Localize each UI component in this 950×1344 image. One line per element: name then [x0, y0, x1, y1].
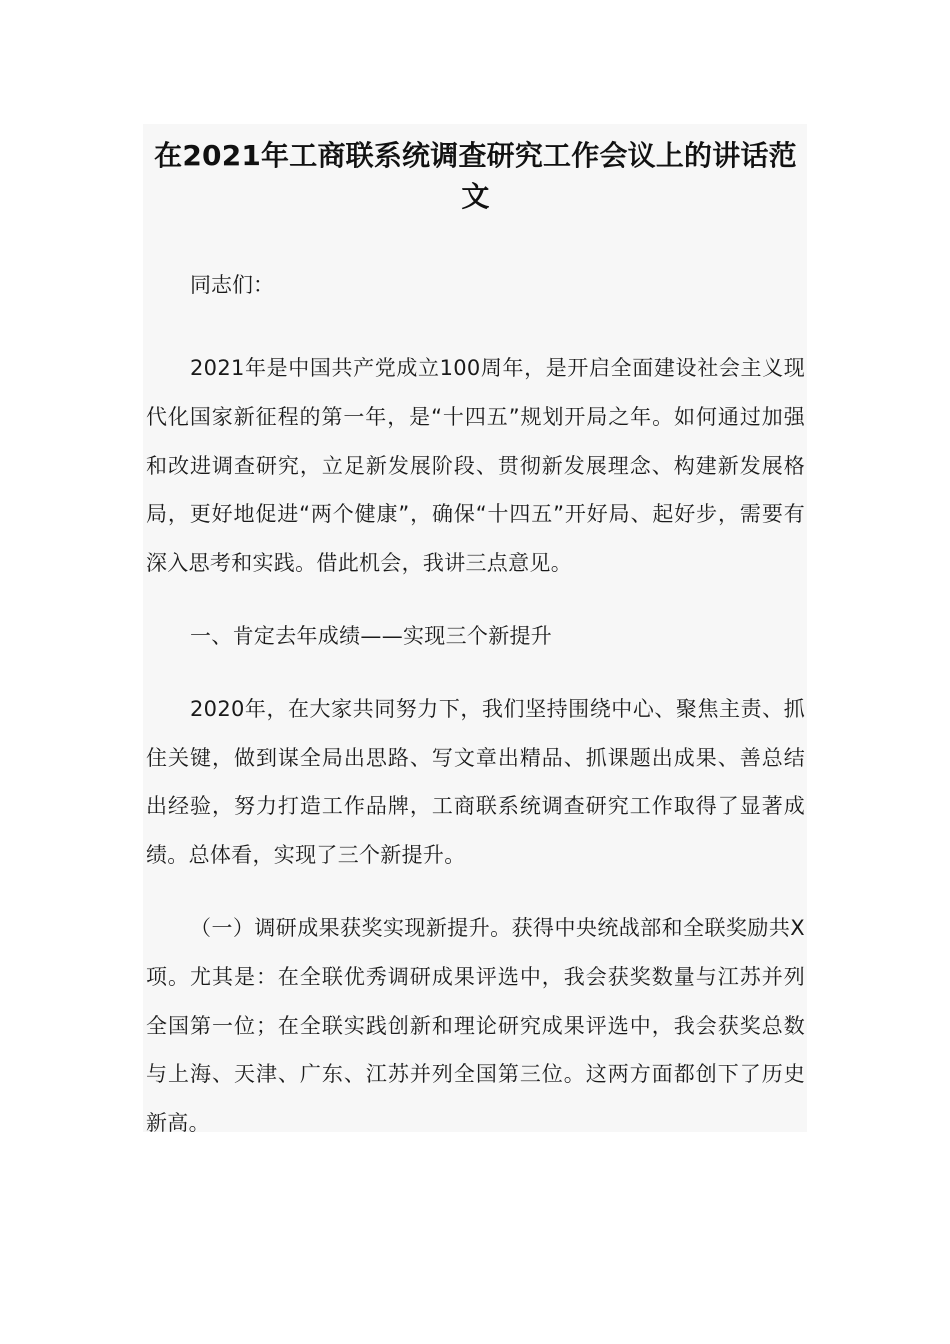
section-heading-1: 一、肯定去年成绩——实现三个新提升	[190, 623, 553, 648]
document-page	[143, 124, 807, 1136]
paragraph-subsection-1: （一）调研成果获奖实现新提升。获得中央统战部和全联奖励共X项。尤其是：在全联优秀调研成果评选中，我会获奖数量与江苏并列全国第一位；在全联实践创新和理论研究成果评选中，我会获奖总数与上海、天津、广东、江苏并列全国第三位。这两方面都创下了历史新高。	[146, 915, 805, 1136]
paragraph-intro: 2021年是中国共产党成立100周年，是开启全面建设社会主义现代化国家新征程的第一年，是“十四五”规划开局之年。如何通过加强和改进调查研究，立足新发展阶段、贯彻新发展理念、构建新发展格局，更好地促进“两个健康”，确保“十四五”开好局、起好步，需要有深入思考和实践。借此机会，我讲三点意见。	[146, 356, 805, 576]
paragraph-2020-summary: 2020年，在大家共同努力下，我们坚持围绕中心、聚焦主责、抓住关键，做到谋全局出思路、写文章出精品、抓课题出成果、善总结出经验，努力打造工作品牌，工商联系统调查研究工作取得了显著成绩。总体看，实现了三个新提升。	[146, 696, 805, 868]
salutation: 同志们：	[190, 273, 274, 297]
document-title: 在2021年工商联系统调查研究工作会议上的讲话范文	[154, 139, 797, 213]
